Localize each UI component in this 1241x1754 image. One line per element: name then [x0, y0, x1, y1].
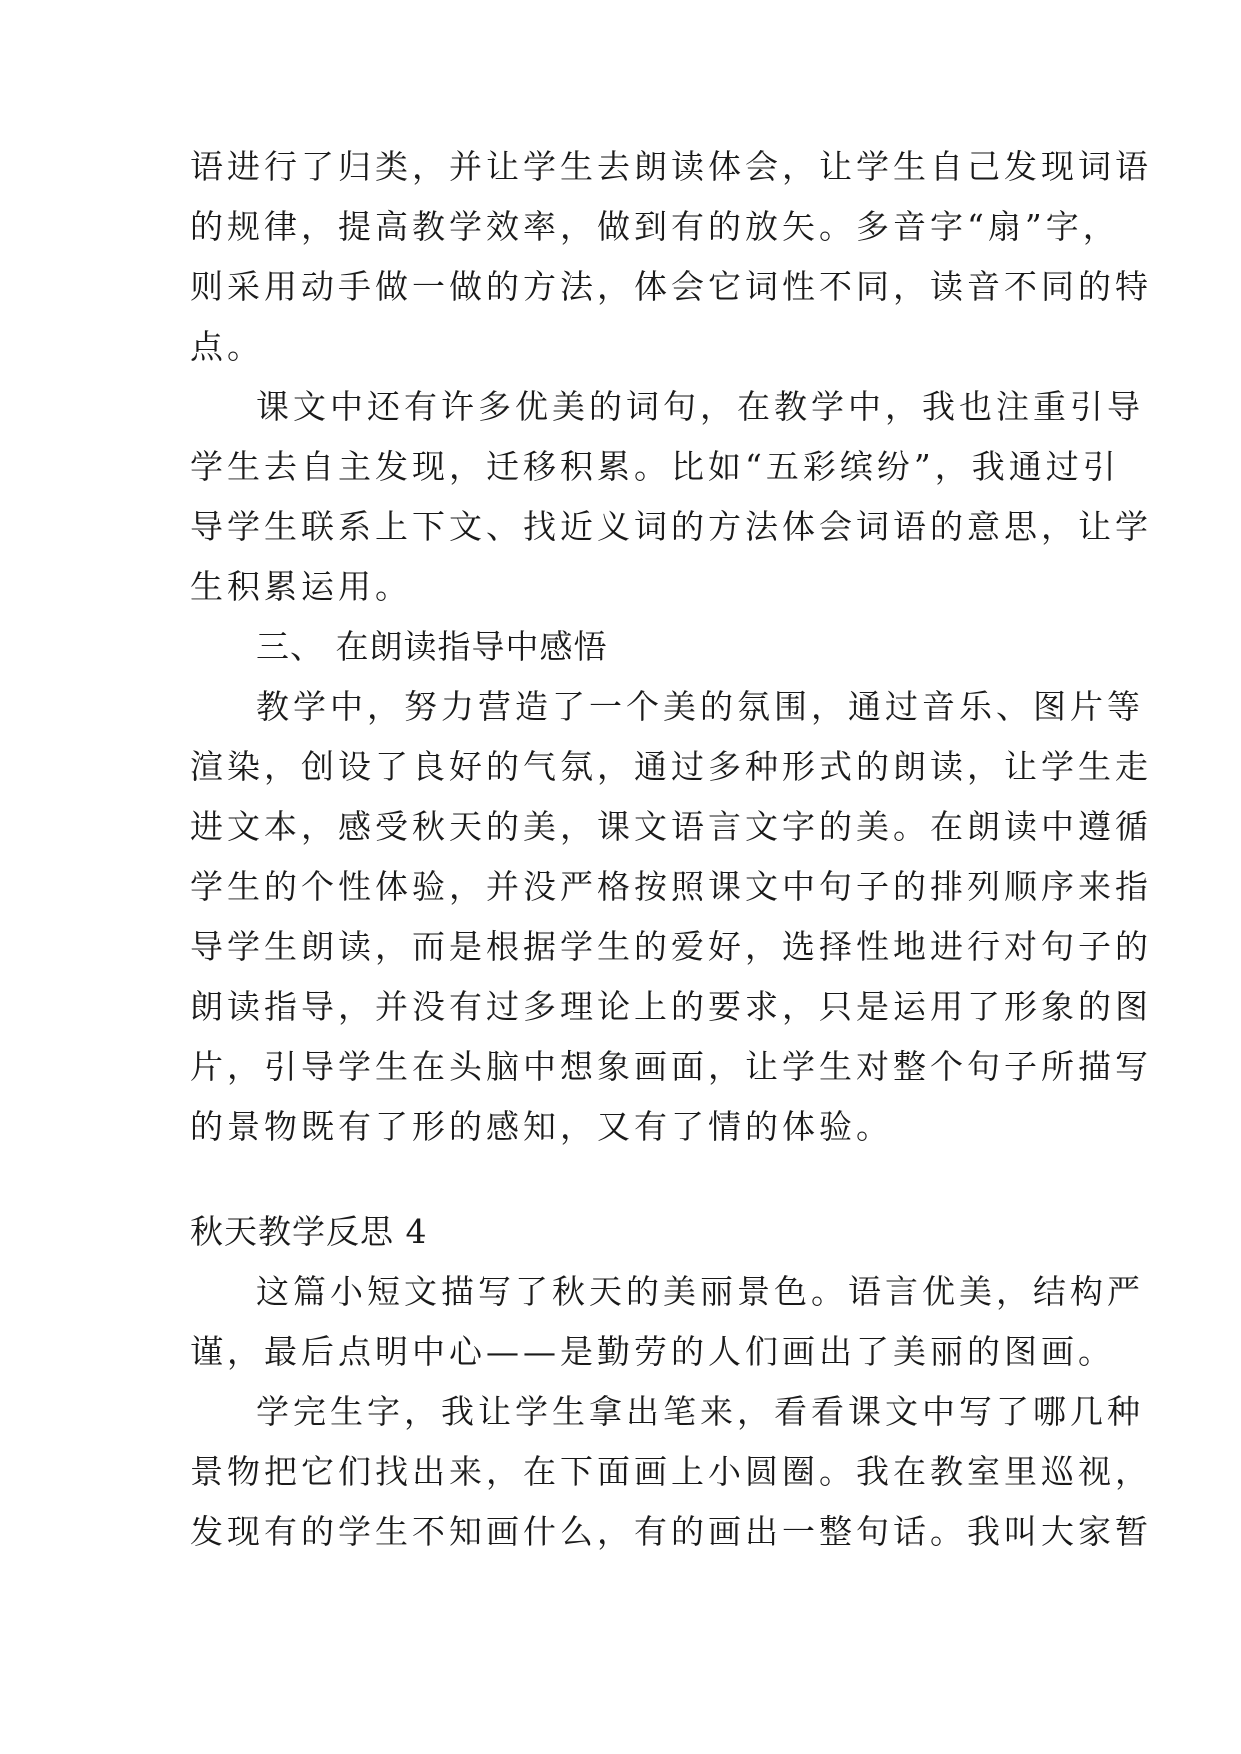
paragraph-first-line: 学完生字，我让学生拿出笔来，看看课文中写了哪几种 [256, 1392, 1144, 1431]
paragraph-first-line: 教学中，努力营造了一个美的氛围，通过音乐、图片等 [256, 687, 1144, 726]
text-line: 学生去自主发现，迁移积累。比如“五彩缤纷”，我通过引 [190, 447, 1120, 486]
paragraph-first-line: 课文中还有许多优美的词句，在教学中，我也注重引导 [256, 387, 1144, 426]
text-line: 景物把它们找出来，在下面画上小圆圈。我在教室里巡视， [190, 1452, 1152, 1491]
text-line: 朗读指导，并没有过多理论上的要求，只是运用了形象的图 [190, 987, 1152, 1026]
text-line: 语进行了归类，并让学生去朗读体会，让学生自己发现词语 [190, 147, 1152, 186]
text-line: 渲染，创设了良好的气氛，通过多种形式的朗读，让学生走 [190, 747, 1152, 786]
text-line: 发现有的学生不知画什么，有的画出一整句话。我叫大家暂 [190, 1512, 1152, 1551]
text-line: 导学生朗读，而是根据学生的爱好，选择性地进行对句子的 [190, 927, 1152, 966]
text-line: 学生的个性体验，并没严格按照课文中句子的排列顺序来指 [190, 867, 1152, 906]
text-line: 则采用动手做一做的方法，体会它词性不同，读音不同的特 [190, 267, 1152, 306]
section-heading: 三、 在朗读指导中感悟 [256, 627, 608, 666]
paragraph-first-line: 这篇小短文描写了秋天的美丽景色。语言优美，结构严 [256, 1272, 1144, 1311]
text-line: 的规律，提高教学效率，做到有的放矢。多音字“扇”字， [190, 207, 1120, 246]
text-line: 的景物既有了形的感知，又有了情的体验。 [190, 1107, 893, 1146]
text-line: 生积累运用。 [190, 567, 412, 606]
text-line: 片，引导学生在头脑中想象画面，让学生对整个句子所描写 [190, 1047, 1152, 1086]
text-line: 点。 [190, 327, 264, 366]
text-line: 导学生联系上下文、找近义词的方法体会词语的意思，让学 [190, 507, 1152, 546]
text-line: 谨，最后点明中心——是勤劳的人们画出了美丽的图画。 [190, 1332, 1115, 1371]
article-title: 秋天教学反思 4 [190, 1212, 428, 1251]
text-line: 进文本，感受秋天的美，课文语言文字的美。在朗读中遵循 [190, 807, 1152, 846]
